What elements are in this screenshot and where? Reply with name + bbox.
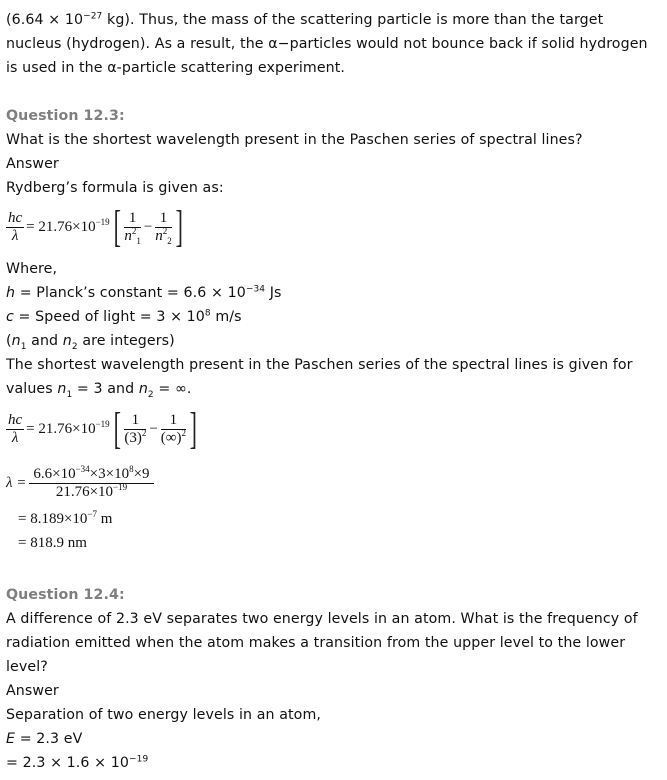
energy-conversion: = $2.3 \times 1.6 \times 10^{-19}$ bbox=[6, 754, 149, 771]
h-definition: h = Planck’s constant = $6.6 \times 10^{-34}$ Js bbox=[6, 284, 282, 301]
lhs-fraction: $\frac{hc}{\lambda}$ bbox=[8, 411, 23, 446]
term-n2: $\frac{1}{n^2_2}$ bbox=[155, 209, 172, 246]
paschen-text-2: values $n_1 = 3$ and $n_2$ = ∞. bbox=[6, 381, 192, 400]
result-nanometers: = 818.9 nm bbox=[18, 535, 87, 551]
lambda-fraction: $\frac{6.6\times 10^{-34}\times 3\times 10^8\times 9}{21.76\times 10^{-19}}$ bbox=[29, 466, 153, 501]
intro-line-1: ($6.64 \times 10^{-27}$ kg). Thus, the mass of the scattering particle is more than the target bbox=[6, 11, 604, 28]
term-three: $\frac{1}{(3)^2}$ bbox=[124, 411, 147, 446]
left-bracket: [ bbox=[113, 202, 121, 251]
right-bracket: ] bbox=[189, 404, 197, 453]
answer-label: Answer bbox=[6, 156, 59, 172]
minus-sign: − bbox=[143, 218, 153, 235]
intro-line-2: nucleus (hydrogen). As a result, the α−particles would not bounce back if solid hydrogen bbox=[6, 36, 648, 52]
term-infinity: $\frac{1}{(\infty)^2}$ bbox=[160, 411, 186, 446]
result-meters: = $8.189\times 10^{-7}$ m bbox=[18, 509, 113, 527]
where-label: Where, bbox=[6, 261, 58, 277]
lhs-fraction: $\frac{hc}{\lambda}$ bbox=[8, 209, 23, 244]
question-heading-2: Question 12.4: bbox=[6, 587, 125, 603]
rydberg-intro: Rydberg’s formula is given as: bbox=[6, 180, 224, 196]
left-bracket: [ bbox=[113, 404, 121, 453]
question2-line-3: level? bbox=[6, 659, 48, 675]
rydberg-formula bbox=[6, 202, 186, 251]
right-bracket: ] bbox=[175, 202, 183, 251]
minus-sign: − bbox=[149, 420, 158, 437]
intro-line-3: is used in the α-particle scattering experiment. bbox=[6, 60, 346, 76]
n-definition: ($n_1$ and $n_2$ are integers) bbox=[6, 333, 175, 352]
lambda-calculation bbox=[6, 466, 154, 501]
paschen-text-1: The shortest wavelength present in the Paschen series of the spectral lines is given for bbox=[6, 357, 633, 373]
lambda-symbol: λ = bbox=[6, 475, 27, 491]
term-n1: $\frac{1}{n^2_1}$ bbox=[124, 209, 141, 246]
answer-label-2: Answer bbox=[6, 683, 59, 699]
question2-line-2: radiation emitted when the atom makes a transition from the upper level to the lower bbox=[6, 635, 626, 651]
question2-line-1: A difference of 2.3 eV separates two energy levels in an atom. What is the frequency of bbox=[6, 611, 638, 627]
coefficient: = $21.76\times 10^{-19}$ bbox=[26, 418, 110, 437]
c-definition: c = Speed of light = $3 \times 10^8$ m/s bbox=[6, 308, 242, 325]
question-text: What is the shortest wavelength present in the Paschen series of spectral lines? bbox=[6, 132, 583, 148]
substituted-formula bbox=[6, 404, 201, 453]
energy-value: E = 2.3 eV bbox=[6, 731, 83, 747]
separation-text: Separation of two energy levels in an atom, bbox=[6, 707, 321, 723]
question-heading: Question 12.3: bbox=[6, 108, 125, 124]
coefficient: = $21.76\times 10^{-19}$ bbox=[26, 216, 110, 235]
